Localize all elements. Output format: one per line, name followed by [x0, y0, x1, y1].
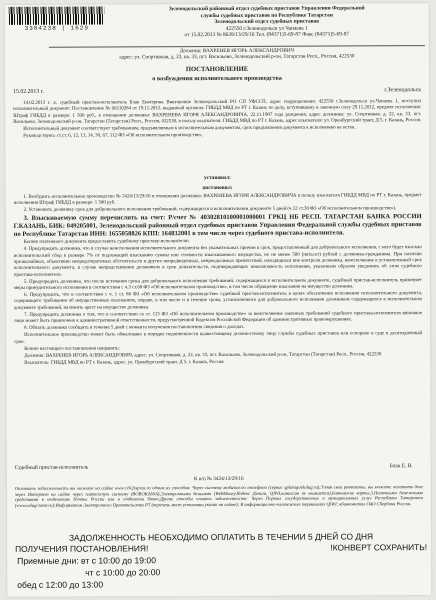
paragraph: Руководствуясь ст.ст. 6, 12, 13, 14, 30, 67, 112 ФЗ «Об исполнительном производстве», — [23, 133, 203, 139]
resolved-heading: постановил: — [202, 184, 233, 192]
point: 6. Предупредить, что в соответствии с ч. 1 ст. 80 ФЗ «Об исполнительном производстве» судебный пристав-исполнитель в целях обеспечения исполнения исполнительного документа, содержащего требования об имущественных взысканиях, вправе, в том числе и в течение срока, установленного для добровольного исполнения должником содержащихся в исполнительном документе требований, наложить арест на имущество должника. — [13, 291, 423, 311]
barcode — [9, 6, 105, 32]
paragraph: Исполнительный документ соответствует требованиям, предъявляемым к исполнительным документам, срок предъявления документа к исполнению не истек. — [23, 125, 356, 132]
signer-title: Судебный пристав-исполнитель — [14, 464, 89, 471]
payment-details: 3. Взыскиваемую сумму перечислить на счет: Р/счет № 40302810100001000001 ГРКЦ НБ РЕСП. ТАТАРСТАН БАНКА РОССИИ Г.КАЗАНЬ, БИК: 049205001, Зеленодольский районный отдел судебных приставов Управления Федеральной службы судебных приставов по Республике Татарстан ИНН: 1655058826 КПП: 164832001 в том числе через судебного пристава-исполнителя. — [13, 213, 422, 239]
header-line: службы судебных приставов по Республике Татарстан — [200, 12, 333, 19]
point: 8. Обязать должника сообщить в течение 5 дней с момента получения постановления сведения о доходах. — [24, 325, 245, 331]
header-line: Зеленодольский районный отдел судебных приставов Управления Федеральной — [168, 5, 365, 13]
document-sheet — [5, 3, 432, 597]
document-subtitle: о возбуждении исполнительного производства — [152, 74, 282, 83]
header-contacts: от 15.02.2013 № 8639/13/29/16 Тел. (84371)5-69-87 Факс (84371)5-69-87 — [184, 31, 350, 39]
signer-name: Блак Е. В. — [389, 463, 413, 470]
barcode-number: 3304238 | 1629 — [24, 24, 90, 32]
barcode-bars — [9, 6, 105, 24]
document-city: г.Зеленодольск — [384, 87, 422, 94]
established-heading: установил: — [204, 174, 231, 182]
point: Исполнительное производство может быть обжаловано в порядке подчиненности вышестоящему должностному лицу службы судебных приставов или оспорено в суде в десятидневный срок. — [14, 331, 423, 345]
lunch-break: обед с 12:00 до 13:00 — [17, 579, 104, 590]
header-address: 422550 г.Зеленодольск ул Чапаева 1 — [225, 25, 308, 32]
copies-heading: Копию настоящего постановления направить: — [24, 346, 120, 352]
payment-footnote: Оплатить задолженность вы можете на сайте www.r16.fssprus.ru одним из способов: Через систему мобильного телефона (сервис qplatagoskalug.ru);Узнав свои реквизиты, вы можете оплатить долг через Интернет на сайте через платежную систему (ROBOKASSA),Электронными деньгами (WebMoney,Яндекс Деньги, QIWI,комиссия не взимается),Банковские карты,3.Наличными денежными средствами в отделениях Почты России или в отделении банка.Другие способы оплаты задолженности: Через Портал государственных и муниципальных услуг Республики Татарстан (www.uslugi.tatar.ru);Информатом Электронного Правительства РТ (перечень мест установки указан на сайте); В информационно-платежных терминалах QIWI; кбанкоматах ОАО Сбербанк России. — [14, 484, 423, 508]
point: 5. Предупредить должника, что после истечения срока для добровольного исполнения требований, содержащихся в исполнительном документе, судебный пристав-исполнитель применяет меры принудительного исполнения в соответствии с ч.3 ст.68 ФЗ «Об исполнительном производстве», в том числе обращение взыскания на имущество должника. — [13, 277, 422, 291]
document-title: ПОСТАНОВЛЕНИЕ — [185, 65, 249, 74]
signature-line — [15, 463, 423, 471]
intro-body — [13, 99, 421, 141]
issuer-header — [109, 5, 425, 39]
debtor-line: Должник: ВАХРЕНЕВ ИГОРЬ АЛЕКСАНДРОВИЧ — [179, 47, 295, 55]
points-body — [14, 193, 423, 368]
copy-recipient: Взыскатель: ГИБДД МВД по РТ г. Казань, адрес: ул. Оренбургский тракт, Д 5, г. Казань, Россия — [24, 359, 224, 366]
copy-recipient: Должник: ВАХРЕНЕВ ИГОРЬ АЛЕКСАНДРОВИЧ, адрес: ул. Спортивная, д. 22, кв. 33, пгт. Васильево, Зеленодольский р-он, Татарстан (Татарстан) Респ., Россия, 422530 — [24, 351, 382, 359]
header-line: Зеленодольский отдел судебных приставов — [214, 18, 320, 26]
document-date: 15.02.2013 г. — [13, 88, 44, 95]
paragraph: 14.02.2013 г. я, судебный пристав-исполнитель Блак Екатерина Викторовне Зеленодольский РО СП УФССП, адрес подразделения: 422550 г.Зеленодольск ул.Чапаева 1, поступил исполнительный документ: Постановление № 06110284 от 19.11.2012, выданный органом: ГИБДД МВД по РТ г. Казань по делу, вступившему в законную силу 29.11.2012, предмет исполнения: Штраф ГИБДД в размере: 1 500 руб., в отношении должника: ВАХРЕНЕВА ИГОРЯ АЛЕКСАНДРОВИЧА, 22.11.1987 года рождения, адрес должника: ул. Спортивная, д. 22, кв. 33, пгт. Васильево, Зеленодольский р-он, Татарстан (Татарстан) Респ., Россия, 422530, в пользу взыскателя: ГИБДД МВД по РТ г. Казань, адрес взыскателя: ул. Оренбургский тракт, Д 5, г. Казань, Россия. — [13, 99, 422, 125]
stamp-line: ЗАДОЛЖЕННОСТЬ НЕОБХОДИМО ОПЛАТИТЬ В ТЕЧЕНИИ 5 ДНЕЙ СО ДНЯ — [68, 531, 374, 543]
debtor-address-line: адрес: ул. Спортивная, д. 22, кв. 33, пгт. Васильево, Зеленодольский р-он, Татарстан Респ., Россия, 422530 — [119, 53, 355, 61]
point: 2. Установить должнику срок для добровольного исполнения требований, содержащихся в исполнительном документе 5 дней (ч.12 ст.30 ФЗ «Об исполнительном производстве»). — [23, 206, 397, 214]
point: 4. Предупредить должника, что в случае неисполнения исполнительного документа без уважительных причин в срок, предоставленный для добровольного исполнения, с него будет взыскан исполнительский сбор в размере 7% от подлежащей взысканию суммы или стоимости взыскиваемого имущества, но не менее 500 (пятьсот) рублей с должника-гражданина. При наличии чрезвычайных, объективно непредотвратимых обстоятельств и других непредвиденных, непреодолимых препятствий, находящихся вне контроля должника, неисполнение в установленный срок исполнительного документа, в случае непредставления должником в срок доказательств, подтверждающих невозможность исполнения, указанным образом уведомить об этом судебного пристава-исполнителя. — [13, 245, 422, 278]
point: 1. Возбудить исполнительное производство № 3424/13/29/16 в отношении должника: ВАХРЕНЕВА ИГОРЯ АЛЕКСАНДРОВИЧА в пользу взыскателя ГИБДД МВД по РТ г. Казань, предмет исполнения Штраф ГИБДД в размере: 1 500 руб. — [13, 193, 422, 207]
reception-days: Приемные дни: вт с 10:00 до 19:00 — [17, 555, 157, 566]
case-number: К и/п № 3424/13/29/16 — [193, 475, 244, 483]
date-line — [13, 87, 421, 95]
stamp-line-left: ПОЛУЧЕНИЯ ПОСТАНОВЛЕНИЯ! — [15, 543, 149, 554]
reception-days-2: чт с 10:00 до 20:00 — [85, 567, 161, 578]
stamp-notice — [15, 531, 427, 591]
point: 7. Предупредить должника о том, что в соответствии со ст. 113 ФЗ «Об исполнительном производстве» за неисполнение законных требований судебного пристава-исполнителя виновное лицо может быть привлечено к административной ответственности, предусмотренной Кодексом Российской Федерации об административных правонарушениях. — [14, 310, 423, 324]
stamp-line — [15, 542, 427, 555]
payment-note: Копию платежного документа предоставить судебному приставу-исполнителю. — [23, 239, 190, 246]
stamp-line-right: !КОНВЕРТ СОХРАНИТЬ! — [330, 542, 428, 553]
